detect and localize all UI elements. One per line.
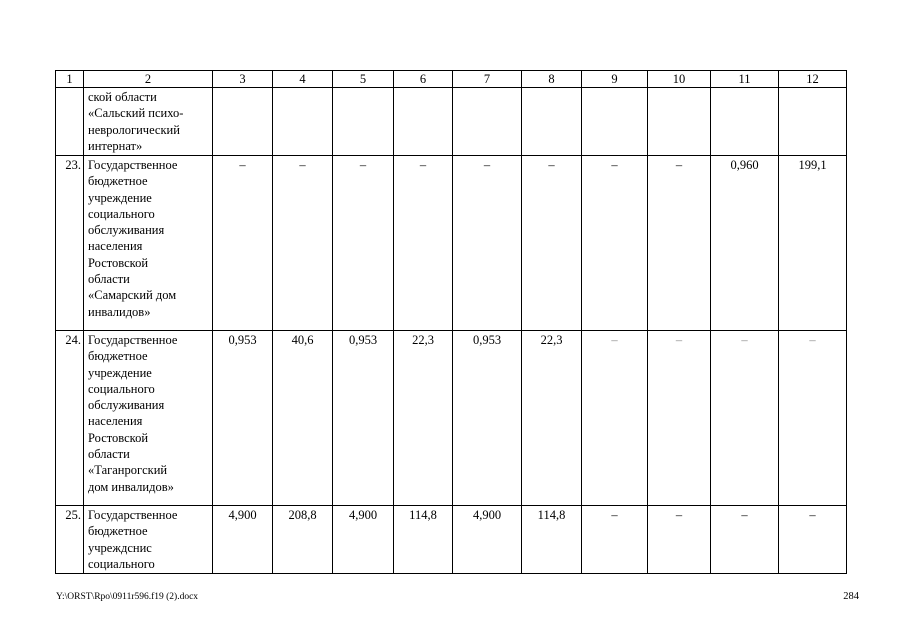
value-cell: –: [648, 156, 711, 331]
value-cell: –: [394, 156, 453, 331]
value-cell: 0,953: [213, 331, 273, 506]
table-cell: [522, 88, 582, 156]
name-line: бюджетное: [88, 174, 148, 189]
table-row-continuation: [56, 88, 847, 156]
value-cell: 0,960: [711, 156, 779, 331]
value-cell: –: [582, 156, 648, 331]
name-line: ской области: [88, 90, 157, 104]
name-line: бюджетное: [88, 524, 148, 539]
data-table: [55, 70, 847, 574]
column-number-11: 11: [711, 71, 779, 88]
row-index: [56, 88, 84, 156]
name-line: Государственное: [88, 508, 178, 522]
column-number-8: 8: [522, 71, 582, 88]
table-row: [56, 331, 847, 506]
page-number: 284: [843, 591, 859, 602]
value-cell: 4,900: [333, 506, 394, 574]
value-cell: –: [582, 331, 648, 506]
name-line: Государственное: [88, 333, 178, 347]
name-line: учреждение: [88, 365, 152, 380]
column-number-2: 2: [84, 71, 213, 88]
institution-name: [84, 156, 213, 331]
row-index: 25.: [56, 506, 84, 574]
name-line: населения: [88, 414, 143, 429]
column-number-9: 9: [582, 71, 648, 88]
value-cell: 0,953: [453, 331, 522, 506]
name-line: обслуживания: [88, 223, 165, 238]
table-cell: [273, 88, 333, 156]
column-number-3: 3: [213, 71, 273, 88]
table-cell: [779, 88, 847, 156]
name-line: социального: [88, 206, 155, 221]
name-line: области: [88, 272, 130, 287]
value-cell: –: [273, 156, 333, 331]
column-number-4: 4: [273, 71, 333, 88]
table-row: [56, 506, 847, 574]
value-cell: –: [453, 156, 522, 331]
table-cell: [711, 88, 779, 156]
table-cell: [213, 88, 273, 156]
column-number-1: 1: [56, 71, 84, 88]
name-line: социального: [88, 381, 155, 396]
name-line: дом инвалидов»: [88, 479, 174, 494]
column-number-5: 5: [333, 71, 394, 88]
value-cell: –: [648, 506, 711, 574]
name-line: неврологический: [88, 122, 180, 137]
table-cell: [648, 88, 711, 156]
name-line: Государственное: [88, 158, 178, 172]
value-cell: –: [213, 156, 273, 331]
name-line: социального: [88, 556, 155, 571]
name-line: инвалидов»: [88, 304, 151, 319]
name-line: «Сальский психо-: [88, 106, 184, 121]
column-number-6: 6: [394, 71, 453, 88]
value-cell: –: [711, 506, 779, 574]
name-line: учреждснис: [88, 540, 152, 555]
name-line: населения: [88, 239, 143, 254]
name-line: бюджетное: [88, 349, 148, 364]
name-line: «Самарский дом: [88, 288, 177, 303]
value-cell: 0,953: [333, 331, 394, 506]
name-line: учреждение: [88, 190, 152, 205]
value-cell: 22,3: [522, 331, 582, 506]
table-row: [56, 156, 847, 331]
institution-name: [84, 331, 213, 506]
footer-file-path: Y:\ORST\Rpo\0911r596.f19 (2).docx: [56, 592, 199, 602]
table-cell: [453, 88, 522, 156]
name-line: «Таганрогский: [88, 463, 168, 478]
value-cell: –: [582, 506, 648, 574]
value-cell: 22,3: [394, 331, 453, 506]
institution-name: [84, 88, 213, 156]
name-line: Ростовской: [88, 255, 149, 270]
value-cell: –: [711, 331, 779, 506]
value-cell: –: [333, 156, 394, 331]
table-cell: [333, 88, 394, 156]
name-line: области: [88, 447, 130, 462]
table-header-row: [56, 71, 847, 88]
value-cell: 199,1: [779, 156, 847, 331]
table-cell: [394, 88, 453, 156]
table-cell: [582, 88, 648, 156]
institution-name: [84, 506, 213, 574]
value-cell: 114,8: [522, 506, 582, 574]
name-line: Ростовской: [88, 430, 149, 445]
value-cell: 4,900: [453, 506, 522, 574]
value-cell: 40,6: [273, 331, 333, 506]
value-cell: –: [779, 506, 847, 574]
row-index: 24.: [56, 331, 84, 506]
value-cell: 208,8: [273, 506, 333, 574]
row-index: 23.: [56, 156, 84, 331]
value-cell: –: [522, 156, 582, 331]
value-cell: 114,8: [394, 506, 453, 574]
column-number-12: 12: [779, 71, 847, 88]
column-number-7: 7: [453, 71, 522, 88]
name-line: обслуживания: [88, 398, 165, 413]
value-cell: 4,900: [213, 506, 273, 574]
value-cell: –: [779, 331, 847, 506]
value-cell: –: [648, 331, 711, 506]
name-line: интернат»: [88, 138, 143, 153]
column-number-10: 10: [648, 71, 711, 88]
